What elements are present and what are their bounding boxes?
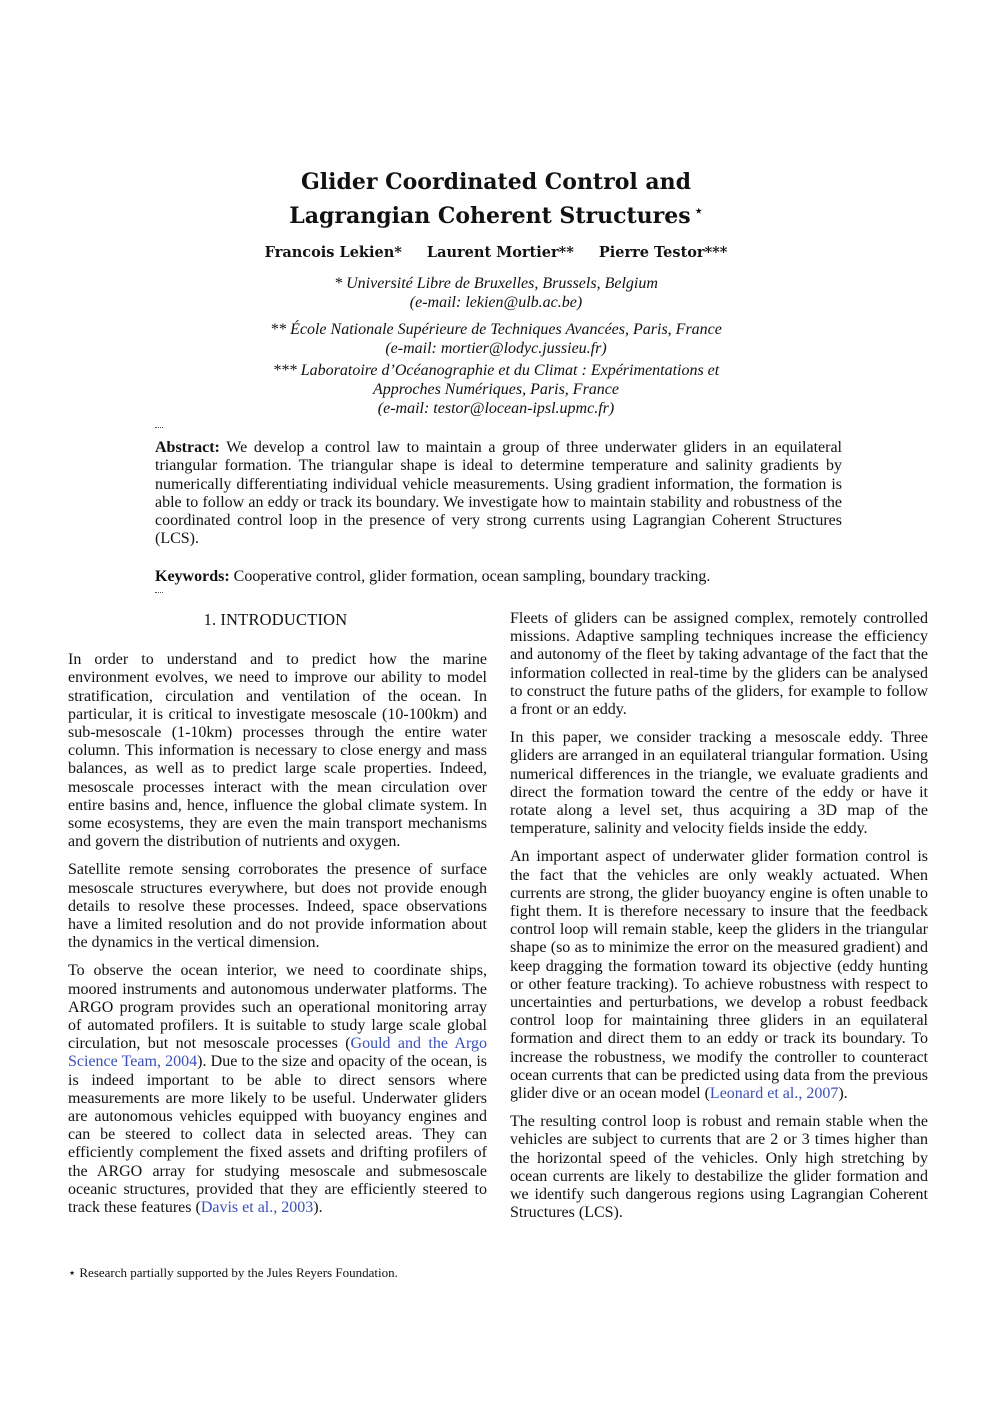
section-heading-introduction [68,611,487,629]
left-column [68,610,487,1227]
abstract-text: We develop a control law to maintain a group of three underwater gliders in an equilateral triangular formation. The triangular shape is ideal to determine temperature and salinity gradients by numerically differentiating individual vehicle measurements. Using gradient information, the formation is able to follow an eddy or track its boundary. We investigate how to maintain stability and robustness of the coordinated control loop in the presence of very strong currents using Lagrangian Coherent Structures (LCS). [155,439,842,548]
right-column [510,610,928,1233]
section-separator-bottom [155,592,163,593]
email-2: (e-mail: mortier@lodyc.jussieu.fr) [385,340,607,357]
section-title: INTRODUCTION [220,610,348,629]
footnote: ⋆ Research partially supported by the Jules Reyers Foundation. [68,1265,398,1280]
keywords-label: Keywords: [155,568,230,585]
author-2: Laurent Mortier** [426,244,574,261]
abstract [155,439,842,549]
right-paragraph-3: An important aspect of underwater glider formation control is the fact that the vehicles are only weakly actuated. When currents are strong, the glider buoyancy engine is often unable to fight them. It is therefore necessary to insure that the feedback control loop will remain stable, keep the gliders in the triangular shape (so as to minimize the error on the measured gradient) and keep dragging the formation toward its objective (eddy hunting or other feature tracking). To achieve robustness with respect to uncertainties and perturbations, we develop a robust feedback control loop for maintaining three gliders in an equilateral formation and direct them to an eddy or track its boundary. To increase the robustness, we modify the controller to counteract ocean currents that can be predicted using data from the previous glider dive or an ocean model (Leonard et al., 2007). [510,848,928,1103]
intro-paragraph-1: In order to understand and to predict how the marine environment evolves, we need to improve our ability to model stratification, circulation and ventilation of the ocean. In particular, it is critical to investigate mesoscale (10-100km) and sub-mesoscale (1-10km) processes through the entire water column. This information is necessary to close energy and mass balances, as well as to predict large scale properties. Indeed, mesoscale processes interact with the mean circulation over entire basins and, hence, influence the global climate system. In some ecosystems, they are even the main transport mechanisms and govern the distribution of nutrients and oxygen. [68,651,487,851]
abstract-label: Abstract: [155,439,220,456]
author-list [0,244,992,261]
section-separator-top [155,427,163,428]
title-line-2: Lagrangian Coherent Structures ⋆ [289,203,703,229]
intro-paragraph-3: To observe the ocean interior, we need to coordinate ships, moored instruments and autonomous underwater platforms. The ARGO program provides such an operational monitoring array of automated profilers. It is suitable to study large scale global circulation, but not mesoscale processes (Gould and the Argo Science Team, 2004). Due to the size and opacity of the ocean, is is indeed important to be able to direct sensors where measurements are more likely to be useful. Underwater gliders are autonomous vehicles equipped with buoyancy engines and can be steered to collect data in selected areas. They can efficiently complement the fixed assets and drifting profilers of the ARGO array for studying mesoscale and submesoscale oceanic structures, provided that they are efficiently steered to track these features (Davis et al., 2003). [68,962,487,1217]
keywords [155,568,842,586]
right-paragraph-1: Fleets of gliders can be assigned complex, remotely controlled missions. Adaptive sampling techniques increase the efficiency and autonomy of the fleet by taking advantage of the fact that the information collected in real-time by the gliders can be analysed to construct the future paths of the gliders, for example to follow a front or an eddy. [510,610,928,719]
author-1: Francois Lekien* [264,244,402,261]
affiliation-1: * Université Libre de Bruxelles, Brussels, Belgium (e-mail: lekien@ulb.ac.be) [0,274,992,312]
paper-title [0,168,992,231]
affiliation-2: ** École Nationale Supérieure de Techniques Avancées, Paris, France (e-mail: mortier@lodyc.jussieu.fr) [0,320,992,358]
right-paragraph-4: The resulting control loop is robust and remain stable when the vehicles are subject to currents that are 2 or 3 times higher than the horizontal speed of the vehicles. Only high stretching by ocean currents are likely to destabilize the glider formation and we identify such dangerous regions using Lagrangian Coherent Structures (LCS). [510,1113,928,1222]
right-paragraph-2: In this paper, we consider tracking a mesoscale eddy. Three gliders are arranged in an equilateral triangular formation. Using numerical differences in the triangle, we evaluate gradients and direct the formation toward the centre of the eddy or have it rotate along a level set, thus acquiring a 3D map of the temperature, salinity and velocity fields inside the eddy. [510,729,928,838]
intro-paragraph-2: Satellite remote sensing corroborates the presence of surface mesoscale structures everywhere, but does not provide enough details to resolve these processes. Indeed, space observations have a limited resolution and do not provide information about the dynamics in the vertical dimension. [68,861,487,952]
citation-link[interactable]: Leonard et al., 2007 [709,1085,839,1103]
author-3: Pierre Testor*** [598,244,728,261]
citation-link[interactable]: Davis et al., 2003 [200,1199,314,1217]
email-3: (e-mail: testor@locean-ipsl.upmc.fr) [377,400,615,417]
email-1: (e-mail: lekien@ulb.ac.be) [409,294,583,311]
title-line-1: Glider Coordinated Control and [300,169,692,195]
citation-link[interactable]: Gould and the Argo Science Team, 2004 [68,1035,487,1071]
keywords-text: Cooperative control, glider formation, ocean sampling, boundary tracking. [233,568,711,585]
section-number: 1. [203,610,217,629]
affiliation-3: *** Laboratoire d’Océanographie et du Climat : Expérimentations et Approches Numériques, Paris, France (e-mail: testor@locean-ipsl.upmc.fr) [0,361,992,418]
title-footnote-star: ⋆ [694,204,703,219]
